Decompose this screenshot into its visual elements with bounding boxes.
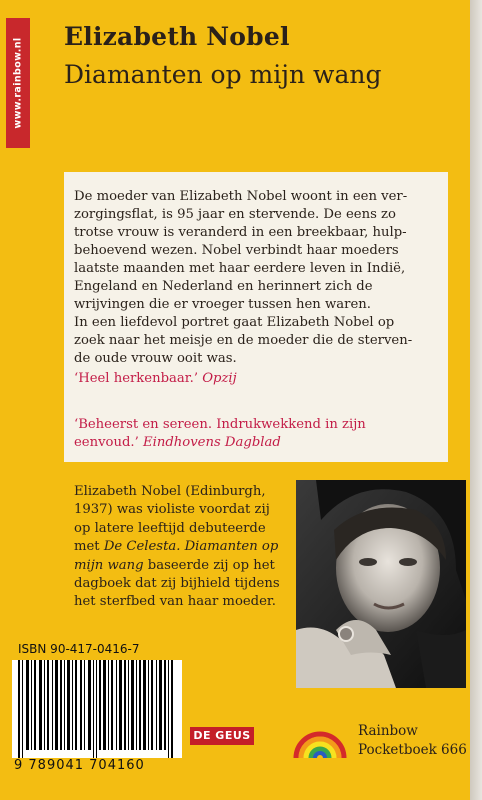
bio-line xyxy=(74,557,290,575)
review-quote xyxy=(74,416,444,452)
isbn-text: ISBN 90-417-0416-7 xyxy=(18,642,140,656)
barcode-bars xyxy=(12,660,182,758)
bio-line: op latere leeftijd debuteerde xyxy=(74,520,266,536)
blurb-line: wrijvingen die er vroeger tussen hen waren. xyxy=(74,297,371,312)
blurb-line: de oude vrouw ooit was. xyxy=(74,351,237,366)
quote-text: eenvoud.’ xyxy=(74,435,144,450)
bio-line: 1937) was violiste voordat zij xyxy=(74,502,270,518)
author-photo xyxy=(296,480,466,688)
bio-text: met xyxy=(74,539,104,555)
url-text[interactable]: www.rainbow.nl xyxy=(12,37,24,129)
blurb-line: Engeland en Nederland en herinnert zich de xyxy=(74,279,373,294)
brand-name: Rainbow xyxy=(358,723,418,739)
blurb-line: laatste maanden met haar eerdere leven in Indië, xyxy=(74,261,406,276)
blurb-line: In een liefdevol portret gaat Elizabeth Nobel op xyxy=(74,315,395,330)
barcode xyxy=(12,660,182,758)
page-edge xyxy=(470,0,482,800)
portrait-image xyxy=(296,480,466,688)
bio-line xyxy=(74,538,290,556)
rainbow-icon xyxy=(292,712,348,762)
bio-line: Elizabeth Nobel (Edinburgh, xyxy=(74,484,266,499)
bio-line: het sterfbed van haar moeder. xyxy=(74,594,276,610)
blurb-line: zoek naar het meisje en de moeder die de sterven- xyxy=(74,333,413,348)
bio-text: baseerde zij op het xyxy=(143,557,275,573)
quote-source: Opzij xyxy=(202,371,237,386)
quote-text: ‘Beheerst en sereen. Indrukwekkend in zijn xyxy=(74,417,366,432)
blurb-line: trotse vrouw is veranderd in een breekbaar, hulp- xyxy=(74,225,407,240)
blurb-line: De moeder van Elizabeth Nobel woont in een ver- xyxy=(74,189,408,204)
bio-line: dagboek dat zij bijhield tijdens xyxy=(74,576,280,592)
publisher-logo: DE GEUS xyxy=(190,727,254,745)
author-name: Elizabeth Nobel xyxy=(64,22,290,51)
blurb-text xyxy=(74,188,444,368)
blurb-line: zorgingsflat, is 95 jaar en stervende. De eens zo xyxy=(74,207,396,222)
barcode-number: 9 789041 704160 xyxy=(14,758,145,773)
blurb-line: behoevend wezen. Nobel verbindt haar moeders xyxy=(74,243,399,258)
brand-series: Pocketboek 666 xyxy=(358,742,467,758)
quote-text: ‘Heel herkenbaar.’ xyxy=(74,371,203,386)
quote-source: Eindhovens Dagblad xyxy=(143,435,281,450)
bio-italic: De Celesta. Diamanten op xyxy=(103,539,279,555)
review-quote xyxy=(74,370,444,388)
book-title: Diamanten op mijn wang xyxy=(64,60,382,89)
bio-italic: mijn wang xyxy=(74,557,144,573)
author-bio xyxy=(74,483,290,612)
